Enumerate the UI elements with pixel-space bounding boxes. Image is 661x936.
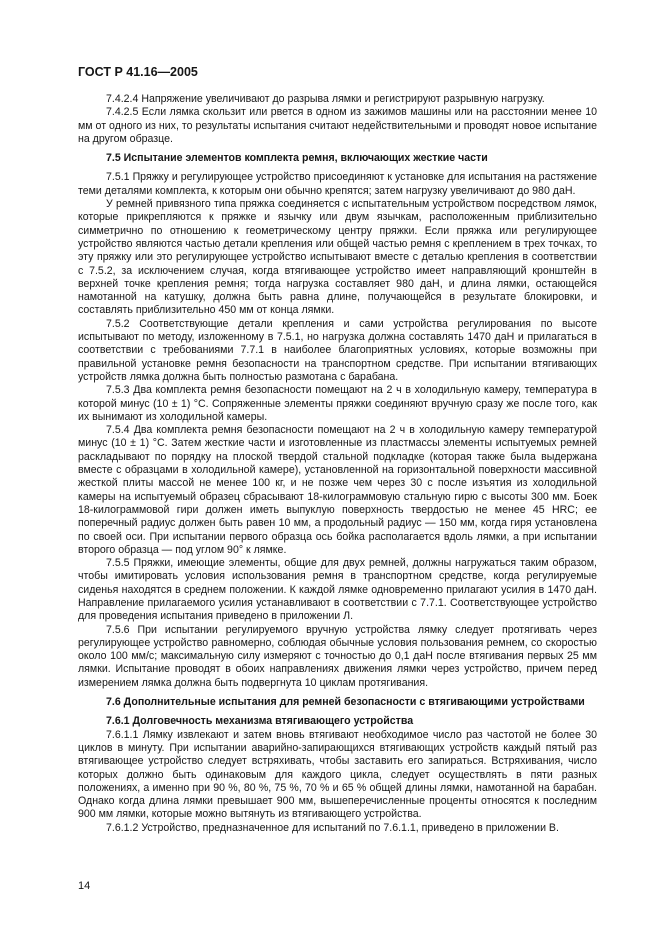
paragraph-7-6-1-2: 7.6.1.2 Устройство, предназначенное для испытаний по 7.6.1.1, приведено в приложении В. bbox=[106, 821, 559, 834]
paragraph-7-5-1: 7.5.1 Пряжку и регулирующее устройство присоединяют к установке для испытания на растяжение теми деталями комплекта, к которым они обычно крепятся; затем нагрузку увеличивают до 980 даН. bbox=[78, 171, 597, 197]
paragraph-7-5-2: 7.5.2 Соответствующие детали крепления и сами устройства регулирования по высоте испытывают по методу, изложенному в 7.5.1, но нагрузка должна составлять 1470 даН и прилагаться в соответствии с требованиями 7.7.1 в наиболее благоприятных условиях, которые возможны при правильной установке ремня безопасности на транспортном средстве. При испытании втягивающих устройств лямка должна быть полностью размотана с барабана. bbox=[78, 317, 597, 383]
paragraph-7-5-6: 7.5.6 При испытании регулируемого вручную устройства лямку следует протягивать через регулирующее устройство равномерно, соблюдая обычные условия пользования ремнем, со скоростью около 100 мм/с; максимальную силу измеряют с точностью до 0,1 даН после втягивания первых 25 мм лямки. Испытание проводят в обоих направлениях движения лямки через устройство, причем перед измерением лямка должна быть подвергнута 10 циклам протягивания. bbox=[78, 623, 597, 689]
paragraph-7-5-1-continued: У ремней привязного типа пряжка соединяется с испытательным устройством посредством лямок, которые прикрепляются к пряжке и язычку или двум язычкам, расположенным приблизительно симметрично по отношению к геометрическому центру пряжки. Если пряжка или регулирующее устройство являются частью детали крепления или общей частью ремня с креплением в трех точках, то эту пряжку или это регулирующее устройство испытывают вместе с деталью крепления в соответствии с 7.5.2, за исключением случая, когда втягивающее устройство имеет направляющий кронштейн в верхней точке крепления ремня; тогда нагрузка составляет 980 даН, и длина лямки, остающейся намотанной на катушку, должна быть равна длине, получающейся в результате блокировки, и составлять приблизительно 450 мм от конца лямки. bbox=[78, 198, 597, 317]
subsection-heading-7-6-1: 7.6.1 Долговечность механизма втягивающего устройства bbox=[106, 715, 414, 728]
page-number: 14 bbox=[78, 880, 91, 892]
paragraph-7-5-5: 7.5.5 Пряжки, имеющие элементы, общие для двух ремней, должны нагружаться таким образом, чтобы имитировать условия использования ремня в транспортном средстве, когда регулируемые сиденья находятся в среднем положении. К каждой лямке одновременно прилагают усилия в 1470 даН. Направление прилагаемого усилия устанавливают в соответствии с 7.7.1. Соответствующее устройство для проведения испытания приведено в приложении Л. bbox=[78, 557, 597, 623]
paragraph-7-5-3: 7.5.3 Два комплекта ремня безопасности помещают на 2 ч в холодильную камеру, температура в которой минус (10 ± 1) °С. Сопряженные элементы пряжки соединяют вручную сразу же после того, как их вынимают из холодильной камеры. bbox=[78, 384, 597, 423]
page-body bbox=[78, 93, 597, 835]
paragraph-7-4-2-5: 7.4.2.5 Если лямка скользит или рвется в одном из зажимов машины или на расстоянии менее 10 мм от одного из них, то результаты испытания считают недействительными и проводят новое испытание на другом образце. bbox=[78, 106, 597, 145]
paragraph-7-6-1-1: 7.6.1.1 Лямку извлекают и затем вновь втягивают необходимое число раз частотой не более 30 циклов в минуту. При испытании аварийно-запирающихся втягивающих устройств каждый пятый раз втягивающее устройство следует встряхивать, чтобы заставить его запираться. Встряхивания, число которых должно быть одинаковым для каждого цикла, следует осуществлять в пяти разных положениях, а именно при 90 %, 80 %, 75 %, 70 % и 65 % общей длины лямки, намотанной на барабан. Однако когда длина лямки превышает 900 мм, вышеперечисленные проценты относятся к последним 900 мм лямки, которые можно вытянуть из втягивающего устройства. bbox=[78, 728, 597, 821]
section-heading-7-6: 7.6 Дополнительные испытания для ремней безопасности с втягивающими устройствами bbox=[106, 696, 585, 709]
paragraph-7-4-2-4: 7.4.2.4 Напряжение увеличивают до разрыва лямки и регистрируют разрывную нагрузку. bbox=[106, 93, 545, 105]
document-header: ГОСТ Р 41.16—2005 bbox=[78, 65, 198, 79]
paragraph-7-5-4: 7.5.4 Два комплекта ремня безопасности помещают на 2 ч в холодильную камеру температурой минус (10 ± 1) °С. Затем жесткие части и изготовленные из пластмассы элементы испытуемых ремней раскладывают по порядку на плоской твердой стальной подкладке (которая также была выдержана вместе с образцами в холодильной камере), установленной на горизонтальной поверхности массивной жесткой плиты массой не менее 100 кг, и не позже чем через 30 с после изъятия из холодильной камеры на испытуемый образец сбрасывают 18-килограммовую стальную гирю с высоты 300 мм. Боек 18-килограммовой гири должен иметь выпуклую поверхность твердостью не менее 45 HRC; ее поперечный радиус должен быть равен 10 мм, а продольный радиус — 150 мм, когда гиря установлена по своей оси. При испытании первого образца ось бойка располагается вдоль лямки, а при испытании второго образца — под углом 90° к лямке. bbox=[78, 424, 597, 556]
section-heading-7-5: 7.5 Испытание элементов комплекта ремня, включающих жесткие части bbox=[106, 152, 488, 165]
